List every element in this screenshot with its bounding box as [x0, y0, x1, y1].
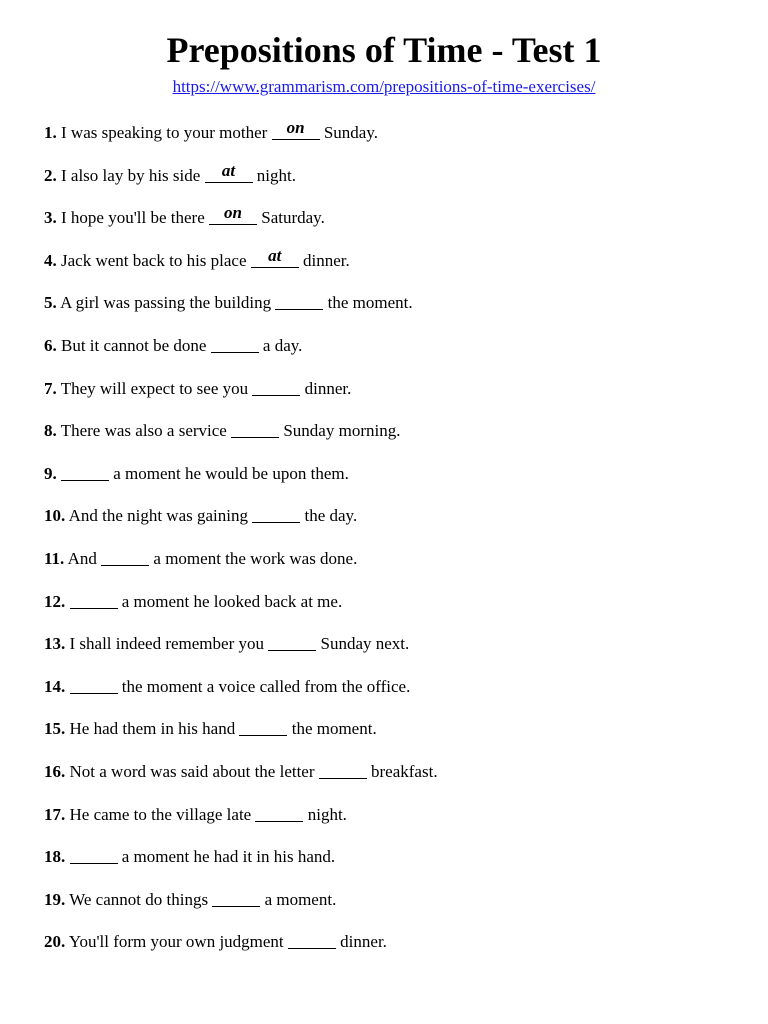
answer-blank[interactable]	[205, 160, 253, 183]
question-number: 17.	[44, 804, 66, 824]
question-text-before: But it cannot be done	[61, 335, 211, 355]
answer-text: on	[286, 118, 305, 137]
question-item-4	[44, 246, 744, 289]
question-item-8	[44, 416, 744, 459]
question-text-before: I shall indeed remember you	[69, 634, 269, 654]
source-link-container	[0, 76, 768, 98]
question-text-after: dinner.	[300, 378, 352, 398]
question-text-before: And the night was gaining	[68, 506, 253, 526]
question-text-after: a moment.	[260, 889, 337, 909]
answer-blank[interactable]	[268, 632, 316, 651]
question-item-19	[44, 885, 744, 928]
question-item-2	[44, 161, 744, 204]
question-text-after: breakfast.	[366, 761, 438, 781]
page-title: Prepositions of Time - Test 1	[166, 30, 602, 70]
question-text-before: There was also a service	[60, 421, 232, 441]
question-text-after: night.	[303, 804, 347, 824]
question-item-17	[44, 800, 744, 843]
question-number: 14.	[44, 676, 66, 696]
answer-blank[interactable]	[252, 504, 300, 523]
question-item-7	[44, 374, 744, 417]
question-item-16	[44, 757, 744, 800]
question-text-before: They will expect to see you	[60, 378, 253, 398]
answer-blank[interactable]	[275, 291, 323, 310]
question-text-after: Sunday next.	[316, 634, 410, 654]
question-text-after: a day.	[258, 335, 303, 355]
question-text-after: a moment he would be upon them.	[109, 463, 349, 483]
question-list	[44, 118, 744, 970]
answer-blank[interactable]	[101, 547, 149, 566]
question-number: 12.	[44, 591, 66, 611]
question-number: 10.	[44, 506, 66, 526]
question-text-before: I also lay by his side	[61, 165, 205, 185]
question-text-after: the moment.	[323, 293, 413, 313]
question-text-before: I was speaking to your mother	[61, 123, 272, 142]
question-number: 18.	[44, 847, 66, 867]
question-item-3	[44, 203, 744, 246]
question-number: 8.	[44, 421, 57, 441]
answer-blank[interactable]	[252, 377, 300, 396]
answer-blank[interactable]	[288, 930, 336, 949]
question-text-after: Sunday.	[319, 123, 378, 142]
question-item-5	[44, 288, 744, 331]
question-number: 3.	[44, 208, 57, 228]
question-text-after: a moment he had it in his hand.	[117, 847, 336, 867]
question-text-before: And	[67, 548, 102, 568]
question-item-10	[44, 501, 744, 544]
answer-blank[interactable]	[255, 803, 303, 822]
question-text-before: Not a word was said about the letter	[69, 761, 319, 781]
answer-blank[interactable]	[319, 760, 367, 779]
question-text-after: dinner.	[298, 250, 350, 270]
question-text-after: the day.	[300, 506, 358, 526]
question-number: 16.	[44, 761, 66, 781]
question-text-after: the moment a voice called from the office.	[117, 676, 411, 696]
question-item-12	[44, 587, 744, 630]
answer-blank[interactable]	[272, 118, 320, 140]
question-number: 4.	[44, 250, 57, 270]
question-number: 11.	[44, 548, 65, 568]
question-number: 7.	[44, 378, 57, 398]
question-item-11	[44, 544, 744, 587]
question-item-15	[44, 714, 744, 757]
answer-blank[interactable]	[211, 334, 259, 353]
question-text-after: dinner.	[335, 932, 387, 952]
question-text-after: Saturday.	[257, 208, 325, 228]
source-link[interactable]: https://www.grammarism.com/prepositions-of-time-exercises/	[172, 77, 596, 96]
answer-blank[interactable]	[209, 203, 257, 225]
question-text-before: He came to the village late	[69, 804, 256, 824]
question-number: 13.	[44, 634, 66, 654]
question-text-after: Sunday morning.	[279, 421, 401, 441]
answer-blank[interactable]	[70, 590, 118, 609]
answer-blank[interactable]	[251, 245, 299, 268]
question-number: 2.	[44, 165, 57, 185]
question-number: 5.	[44, 293, 57, 313]
question-item-6	[44, 331, 744, 374]
question-text-before: Jack went back to his place	[61, 250, 251, 270]
question-text-before: He had them in his hand	[69, 719, 240, 739]
question-text-after: the moment.	[287, 719, 377, 739]
answer-text: on	[224, 203, 242, 223]
question-item-20	[44, 927, 744, 970]
question-text-after: a moment he looked back at me.	[117, 591, 343, 611]
question-item-14	[44, 672, 744, 715]
question-text-before: You'll form your own judgment	[68, 932, 288, 952]
answer-blank[interactable]	[61, 462, 109, 481]
question-text-before: A girl was passing the building	[60, 293, 276, 313]
answer-blank[interactable]	[239, 717, 287, 736]
question-number: 20.	[44, 932, 66, 952]
question-text-after: a moment the work was done.	[149, 548, 358, 568]
question-item-1	[44, 118, 744, 161]
answer-text: at	[268, 245, 282, 265]
question-item-13	[44, 629, 744, 672]
question-number: 9.	[44, 463, 57, 483]
question-number: 19.	[44, 889, 66, 909]
answer-text: at	[221, 160, 236, 180]
question-text-before: We cannot do things	[69, 889, 213, 909]
answer-blank[interactable]	[231, 419, 279, 438]
answer-blank[interactable]	[70, 845, 118, 864]
question-item-9	[44, 459, 744, 502]
answer-blank[interactable]	[212, 888, 260, 907]
question-number: 15.	[44, 719, 66, 739]
question-item-18	[44, 842, 744, 885]
question-number: 1.	[44, 123, 57, 142]
question-number: 6.	[44, 335, 57, 355]
answer-blank[interactable]	[70, 675, 118, 694]
question-text-after: night.	[252, 165, 296, 185]
question-text-before: I hope you'll be there	[61, 208, 209, 228]
